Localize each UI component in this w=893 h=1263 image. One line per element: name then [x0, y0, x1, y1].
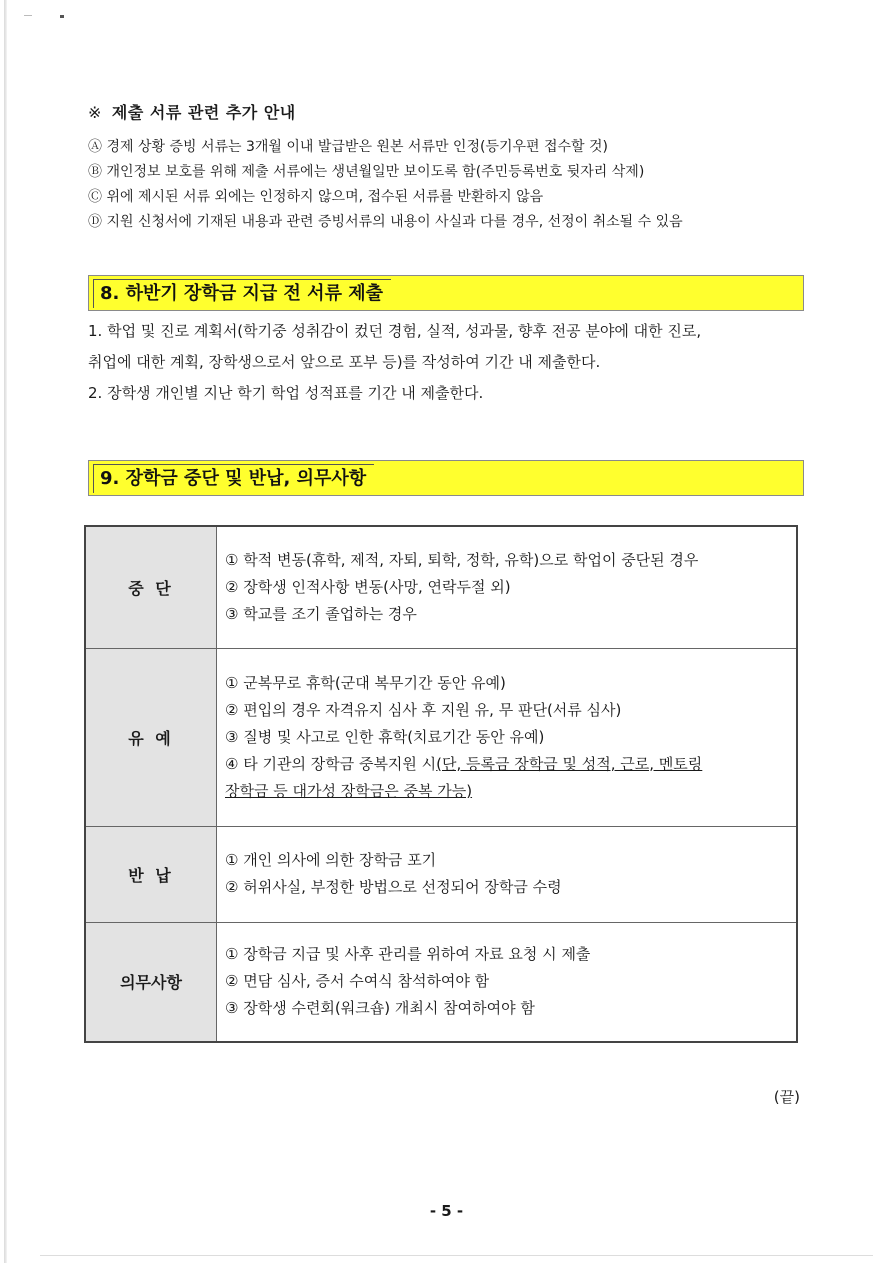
table-row-suspend: [85, 526, 797, 648]
section-8-title: 8. 하반기 장학금 지급 전 서류 제출: [93, 279, 391, 308]
page-edge: [4, 0, 7, 1263]
notice-item-d: Ⓓ 지원 신청서에 기재된 내용과 관련 증빙서류의 내용이 사실과 다를 경우, 선정이 취소될 수 있음: [88, 214, 683, 230]
row-head-suspend: 중 단: [85, 526, 217, 648]
notice-item-c: Ⓒ 위에 제시된 서류 외에는 인정하지 않으며, 접수된 서류를 반환하지 않음: [88, 189, 544, 205]
notice-item-a: Ⓐ 경제 상황 증빙 서류는 3개월 이내 발급받은 원본 서류만 인정(등기우편 접수할 것): [88, 139, 608, 155]
list-item: ③ 장학생 수련회(워크숍) 개최시 참여하여야 함: [225, 999, 535, 1018]
list-item: ② 편입의 경우 자격유지 심사 후 지원 유, 무 판단(서류 심사): [225, 700, 622, 719]
list-item: ① 군복무로 휴학(군대 복무기간 동안 유예): [225, 673, 506, 692]
page-number: - 5 -: [429, 1202, 464, 1220]
row-body-suspend: [217, 526, 798, 648]
list-item: ① 장학금 지급 및 사후 관리를 위하여 자료 요청 시 제출: [225, 945, 591, 964]
row-head-return: 반 납: [85, 826, 217, 922]
list-item: ③ 질병 및 사고로 인한 휴학(치료기간 동안 유예): [225, 727, 545, 746]
table-row-defer: [85, 648, 797, 826]
section-8-line: 1. 학업 및 진로 계획서(학기중 성취감이 컸던 경험, 실적, 성과물, 향후 전공 분야에 대한 진로,: [88, 322, 702, 340]
page-bottom-edge: [40, 1255, 873, 1256]
section-9-title: 9. 장학금 중단 및 반납, 의무사항: [93, 464, 374, 493]
row-body-duties: [217, 922, 798, 1042]
row-body-defer: [217, 648, 798, 826]
row-head-defer: 유 예: [85, 648, 217, 826]
scan-dot: [60, 15, 64, 18]
list-item-lead: ④ 타 기관의 장학금 중복지원 시: [225, 754, 437, 773]
notice-title: [88, 100, 808, 123]
list-item: ① 개인 의사에 의한 장학금 포기: [225, 851, 437, 869]
scan-mark: [24, 15, 32, 16]
list-item: ② 허위사실, 부정한 방법으로 선정되어 장학금 수령: [225, 878, 562, 896]
reference-mark-icon: ※: [88, 103, 102, 122]
section-8-body: [88, 316, 808, 409]
document-notice: [88, 100, 808, 235]
notice-title-text: 제출 서류 관련 추가 안내: [111, 103, 296, 122]
table-row-return: [85, 826, 797, 922]
end-mark: (끝): [773, 1088, 800, 1106]
list-item: ② 장학생 인적사항 변동(사망, 연락두절 외): [225, 577, 511, 596]
section-8-line: 2. 장학생 개인별 지난 학기 학업 성적표를 기간 내 제출한다.: [88, 384, 484, 402]
obligations-table: [84, 525, 798, 1043]
row-body-return: [217, 826, 798, 922]
table-row-duties: [85, 922, 797, 1042]
list-item: ① 학적 변동(휴학, 제적, 자퇴, 퇴학, 정학, 유학)으로 학업이 중단된 경우: [225, 550, 699, 569]
list-item: [225, 751, 790, 778]
notice-item-b: Ⓑ 개인정보 보호를 위해 제출 서류에는 생년월일만 보이도록 함(주민등록번호 뒷자리 삭제): [88, 164, 645, 180]
list-item: ② 면담 심사, 증서 수여식 참석하여야 함: [225, 972, 490, 991]
section-9-heading: [88, 460, 804, 496]
list-item: ③ 학교를 조기 졸업하는 경우: [225, 604, 417, 623]
section-8-heading: [88, 275, 804, 311]
row-head-duties: 의무사항: [85, 922, 217, 1042]
section-8-line: 취업에 대한 계획, 장학생으로서 앞으로 포부 등)를 작성하여 기간 내 제출한다.: [88, 353, 601, 371]
list-item-underlined: (단, 등록금 장학금 및 성적, 근로, 멘토링: [436, 754, 703, 773]
list-item-continuation: 장학금 등 대가성 장학금은 중복 가능): [225, 781, 473, 800]
